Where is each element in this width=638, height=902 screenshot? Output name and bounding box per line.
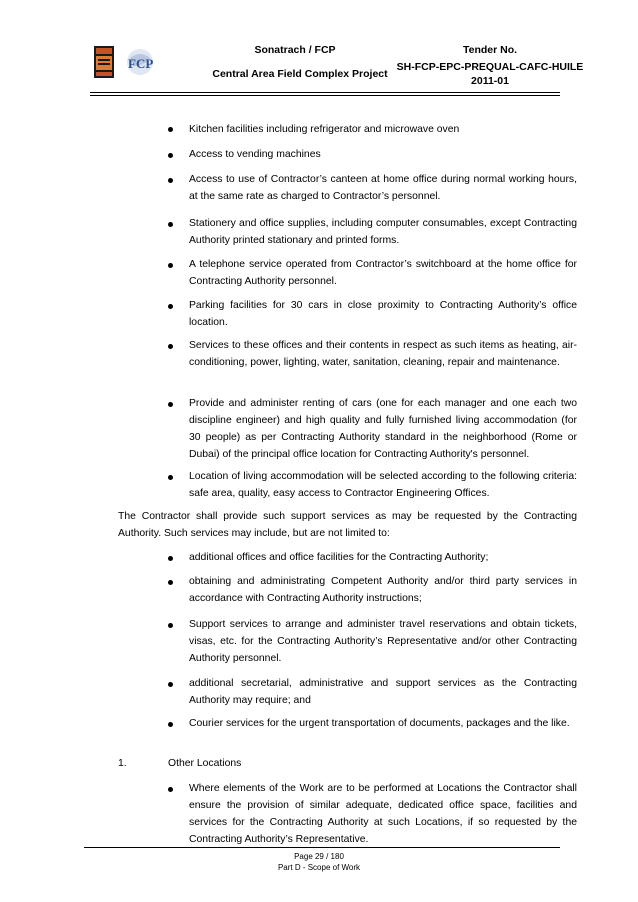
section-title: Other Locations <box>168 758 242 769</box>
bullet-text: Location of living accommodation will be selected according to the following criteria: safe area, quality, easy access to Contractor Engineering Offices. <box>189 471 577 499</box>
bullet-text: Where elements of the Work are to be performed at Locations the Contractor shall ensure the provision of similar adequate, dedicated office space, facilities and services for the Contracting Authority at such Locations, if so requested by the Contracting Authority’s Representative. <box>189 783 577 845</box>
bullet-text: Support services to arrange and administer travel reservations and obtain tickets, visas, etc. for the Contracting Authority’s Representative and/or other Contracting Authority personnel. <box>189 619 577 664</box>
bullet-dot <box>168 153 173 158</box>
body-paragraph: The Contractor shall provide such support services as may be requested by the Contracting Authority. Such services may include, but are not limited to: <box>118 511 577 539</box>
bullet-text: Access to use of Contractor’s canteen at home office during normal working hours, at the same rate as charged to Contractor’s personnel. <box>189 174 577 202</box>
footer-page-number: Page 29 / 180 <box>294 852 344 861</box>
bullet-dot <box>168 556 173 561</box>
bullet-dot <box>168 580 173 585</box>
bullet-text: additional secretarial, administrative and support services as the Contracting Authority may require; and <box>189 678 577 706</box>
bullet-dot <box>168 682 173 687</box>
footer-rule <box>84 847 560 848</box>
bullet-dot <box>168 127 173 132</box>
header-rule-bottom <box>90 95 560 96</box>
bullet-dot <box>168 304 173 309</box>
header-rule-top <box>90 92 560 93</box>
bullet-text: Services to these offices and their contents in respect as such items as heating, air-conditioning, power, lighting, water, sanitation, cleaning, repair and maintenance. <box>189 340 577 368</box>
bullet-text: A telephone service operated from Contractor’s switchboard at the home office for Contracting Authority personnel. <box>189 259 577 287</box>
bullet-text: Parking facilities for 30 cars in close proximity to Contracting Authority’s office location. <box>189 300 577 328</box>
header-company: Sonatrach / FCP <box>254 44 336 56</box>
bullet-dot <box>168 787 173 792</box>
bullet-text: additional offices and office facilities for the Contracting Authority; <box>189 552 489 563</box>
bullet-dot <box>168 722 173 727</box>
bullet-dot <box>168 623 173 628</box>
logo-text: FCP <box>128 56 154 71</box>
bullet-dot <box>168 344 173 349</box>
header-tender-ref: SH-FCP-EPC-PREQUAL-CAFC-HUILE 2011-01 <box>396 61 584 87</box>
bullet-text: Access to vending machines <box>189 149 321 160</box>
bullet-text: Kitchen facilities including refrigerator and microwave oven <box>189 124 460 135</box>
bullet-text: Provide and administer renting of cars (one for each manager and one each two discipline engineer) and high quality and fully furnished living accommodation (for 30 people) as per Contracting Authority standard in the neighborhood (Rome or Dubai) of the principal office location for Contracting Authority's personnel. <box>189 398 577 460</box>
section-number: 1. <box>118 758 127 769</box>
bullet-dot <box>168 475 173 480</box>
bullet-text: obtaining and administrating Competent Authority and/or third party services in accordance with Contracting Authority instructions; <box>189 576 577 604</box>
footer-part-label: Part D - Scope of Work <box>277 863 361 872</box>
bullet-dot <box>168 222 173 227</box>
bullet-dot <box>168 178 173 183</box>
bullet-dot <box>168 263 173 268</box>
bullet-text: Courier services for the urgent transportation of documents, packages and the like. <box>189 718 570 729</box>
bullet-text: Stationery and office supplies, including computer consumables, except Contracting Authority printed stationary and printed forms. <box>189 218 577 246</box>
header-tender-label: Tender No. <box>462 44 518 56</box>
company-logo <box>94 44 176 82</box>
bullet-dot <box>168 402 173 407</box>
header-project: Central Area Field Complex Project <box>212 68 388 80</box>
